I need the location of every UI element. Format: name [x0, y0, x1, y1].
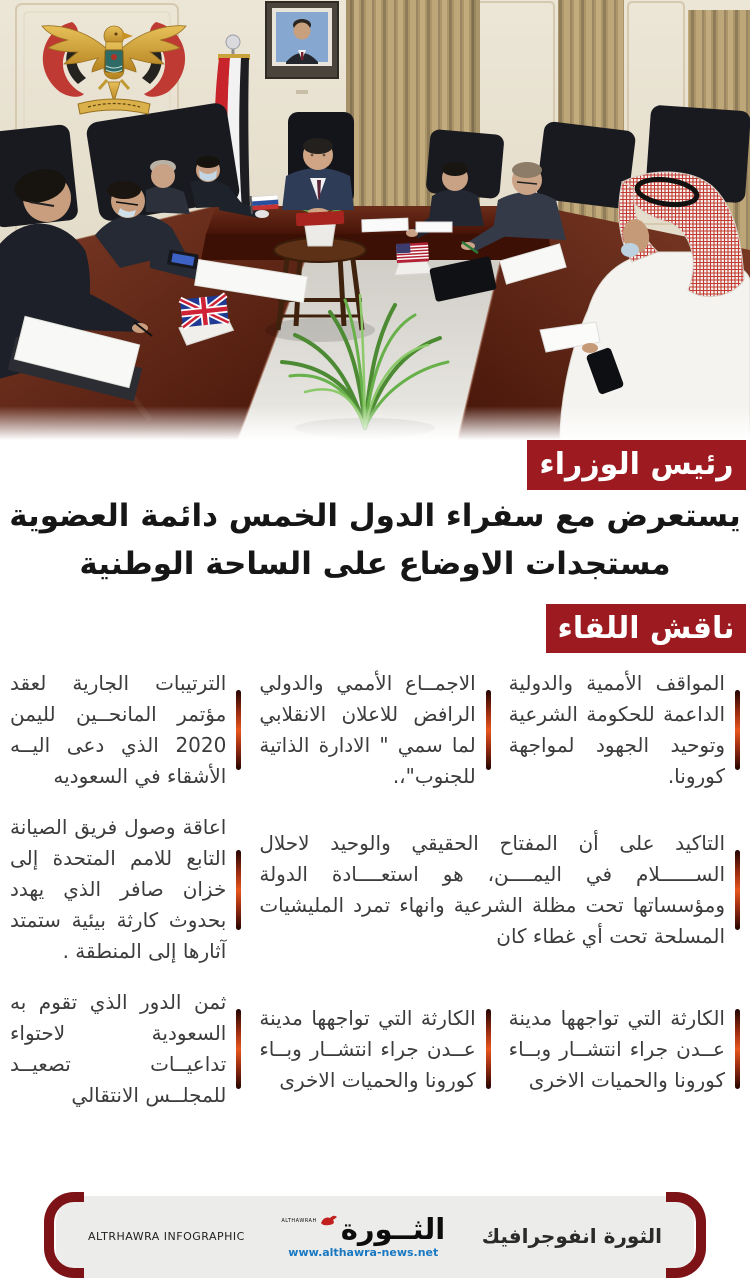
red-accent-bar [236, 690, 241, 770]
discussion-item-6-text: الكارثة التي تواجهها مدينة عــدن جراء انتشــار وبــاء كورونا والحميات الاخرى [508, 1005, 725, 1092]
discussion-item-7 [259, 987, 490, 1111]
yemen-emblem [14, 8, 214, 120]
althawra-logo-wordmark: الثــورة [340, 1211, 446, 1246]
red-accent-bar [236, 850, 241, 930]
footer-left-ornament [44, 1192, 84, 1278]
red-accent-bar [236, 1009, 241, 1089]
discussion-item-5 [10, 812, 241, 967]
prime-minister-banner-label: رئيس الوزراء [539, 447, 734, 482]
discussion-item-7-text: الكارثة التي تواجهها مدينة عــدن جراء انتشــار وبــاء كورونا والحميات الاخرى [259, 1005, 476, 1092]
red-bird-icon [319, 1214, 339, 1228]
discussion-item-3-text: الترتيبات الجارية لعقد مؤتمر المانحــين لليمن 2020 الذي دعى اليــه الأشقاء في السعوديه [10, 671, 227, 788]
us-desk-flag [393, 242, 433, 275]
infographic-credit-ar: الثورة انفوجرافيك [481, 1224, 662, 1248]
infographic-credit-en: ALTRHAWRA INFOGRAPHIC [88, 1229, 245, 1243]
headline-line2: مستجدات الاوضاع على الساحة الوطنية [79, 546, 671, 582]
red-accent-bar [486, 690, 491, 770]
red-folder [296, 211, 345, 226]
discussion-item-5-text: اعاقة وصول فريق الصيانة التابع للامم المتحدة إلى خزان صافر الذي يهدد بحدوث كارثة بيئية ستمتد آثارها إلى المنطقة . [10, 815, 227, 963]
footer [48, 1192, 702, 1280]
discussion-item-4 [259, 812, 740, 967]
prime-minister-banner [527, 440, 746, 490]
red-accent-bar [735, 690, 740, 770]
discussion-item-8 [10, 987, 241, 1111]
footer-content [88, 1192, 662, 1280]
discussion-item-3 [10, 668, 241, 792]
althawra-logo-caption: ALTHAWRAH [281, 1217, 317, 1224]
headline [0, 492, 750, 588]
althawra-website-url: www.althawra-news.net [288, 1245, 439, 1259]
red-accent-bar [486, 1009, 491, 1089]
meeting-discussed-banner-label: ناقش اللقاء [557, 610, 735, 646]
discussion-item-1 [509, 668, 740, 792]
discussion-item-6 [509, 987, 740, 1111]
discussion-items-grid [10, 668, 740, 1111]
discussion-item-1-text: المواقف الأممية والدولية الداعمة للحكومة الشرعية وتوحيد الجهود لمواجهة كورونا. [508, 671, 725, 788]
discussion-item-2-text: الاجمــاع الأممي والدولي الرافض للاعلان الانقلابي لما سمي " الادارة الذاتية للجنوب"،. [259, 671, 476, 788]
footer-right-ornament [666, 1192, 706, 1278]
red-accent-bar [735, 1009, 740, 1089]
headline-line1: يستعرض مع سفراء الدول الخمس دائمة العضوية [9, 498, 741, 534]
meeting-photo [0, 0, 750, 440]
discussion-item-8-text: ثمن الدور الذي تقوم به السعودية لاحتواء تداعيــات تصعيــد للمجلــس الانتقالي [10, 990, 227, 1107]
meeting-discussed-banner [546, 604, 746, 653]
althawra-logo [281, 1211, 446, 1259]
discussion-item-4-text: التاكيد على أن المفتاح الحقيقي والوحيد لاحلال الســــــلام في اليمــــن، هو استعــــادة الدولة ومؤسساتها تحت مظلة الشرعية وانهاء تمرد المليشيات المسلحة تحت أي غطاء كان [259, 830, 725, 948]
discussion-item-2 [259, 668, 490, 792]
red-accent-bar [735, 850, 740, 930]
